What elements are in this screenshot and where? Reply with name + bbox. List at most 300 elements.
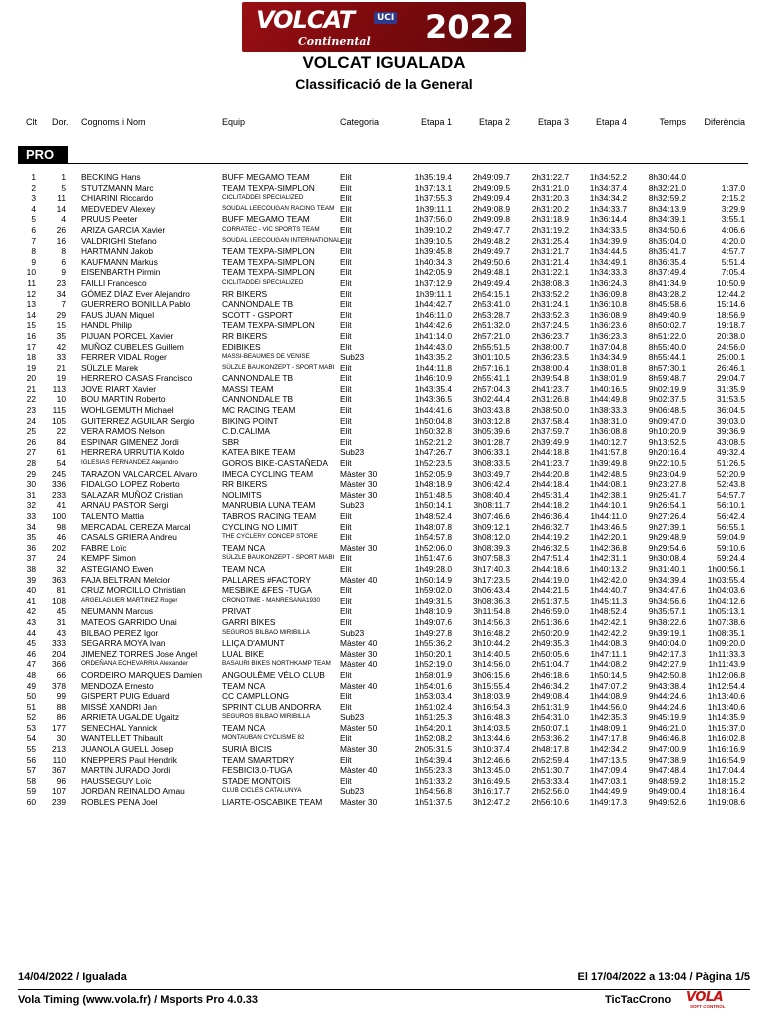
table-row xyxy=(0,691,768,702)
cell-category: Sub23 xyxy=(340,786,365,797)
cell-rider-name: HAUSSEGUY Loïc xyxy=(81,775,152,786)
cell-total-time: 9h23:27.8 xyxy=(648,479,686,490)
cell-bib: 66 xyxy=(56,669,66,680)
cell-team: TEAM TEXPA-SIMPLON xyxy=(222,182,315,193)
cell-stage-3-time: 2h36:23.7 xyxy=(531,330,569,341)
table-row xyxy=(0,744,768,755)
cell-bib: 113 xyxy=(52,383,66,394)
cell-category: Elit xyxy=(340,616,352,627)
cell-stage-2-time: 3h08:33.5 xyxy=(472,458,510,469)
cell-time-gap: 43:08.5 xyxy=(717,436,745,447)
cell-category: Elit xyxy=(340,426,352,437)
cell-category: Elit xyxy=(340,309,352,320)
cell-stage-2-time: 2h49:50.6 xyxy=(472,256,510,267)
cell-bib: 233 xyxy=(52,489,66,500)
cell-stage-3-time: 2h46:32.5 xyxy=(531,542,569,553)
table-row xyxy=(0,257,768,268)
table-row xyxy=(0,363,768,374)
cell-stage-1-time: 1h52:23.5 xyxy=(414,458,452,469)
cell-time-gap: 3:29.9 xyxy=(721,203,745,214)
volcat-logo xyxy=(242,2,526,52)
cell-stage-3-time: 2h48:17.8 xyxy=(531,744,569,755)
cell-total-time: 8h34:13.9 xyxy=(648,203,686,214)
cell-team: MONTAUBAN CYCLISME 82 xyxy=(222,734,305,742)
cell-bib: 5 xyxy=(61,182,66,193)
cell-team: BUFF MEGAMO TEAM xyxy=(222,172,310,182)
table-row xyxy=(0,553,768,564)
cell-stage-2-time: 2h49:09.8 xyxy=(472,214,510,225)
cell-rank: 32 xyxy=(26,500,36,511)
table-row xyxy=(0,214,768,225)
cell-bib: 204 xyxy=(52,648,66,659)
cell-stage-3-time: 2h54:31.0 xyxy=(531,712,569,723)
cell-rank: 55 xyxy=(26,744,36,755)
cell-stage-4-time: 1h36:10.8 xyxy=(589,299,627,310)
cell-stage-3-time: 2h56:10.6 xyxy=(531,797,569,808)
cell-time-gap: 51:26.5 xyxy=(717,458,745,469)
table-row xyxy=(0,331,768,342)
cell-bib: 107 xyxy=(52,786,66,797)
cell-stage-2-time: 3h08:36.3 xyxy=(472,595,510,606)
cell-stage-1-time: 1h37:56.0 xyxy=(414,214,452,225)
cell-total-time: 8h49:40.9 xyxy=(648,309,686,320)
cell-bib: 213 xyxy=(52,744,66,755)
cell-stage-3-time: 2h38:00.4 xyxy=(531,362,569,373)
cell-rank: 35 xyxy=(26,532,36,543)
cell-stage-1-time: 1h44:42.7 xyxy=(414,299,452,310)
cell-stage-1-time: 1h55:23.3 xyxy=(414,765,452,776)
cell-stage-3-time: 2h51:04.7 xyxy=(531,659,569,670)
table-row xyxy=(0,723,768,734)
cell-total-time: 9h43:38.4 xyxy=(648,680,686,691)
table-row xyxy=(0,776,768,787)
footer-date: 14/04/2022 / Igualada xyxy=(18,971,127,983)
cell-category: Elit xyxy=(340,256,352,267)
cell-total-time: 9h48:59.2 xyxy=(648,775,686,786)
cell-category: Elit xyxy=(340,563,352,574)
cell-rank: 3 xyxy=(31,193,36,204)
cell-time-gap: 1h13:40.6 xyxy=(707,701,745,712)
cell-stage-3-time: 2h31:18.9 xyxy=(531,214,569,225)
cell-stage-4-time: 1h44:08.1 xyxy=(589,479,627,490)
cell-team: CORRATEC - VIC SPORTS TEAM xyxy=(222,225,320,233)
cell-category: Elit xyxy=(340,511,352,521)
cell-total-time: 9h29:54.6 xyxy=(648,542,686,553)
cell-team: MASSI TEAM xyxy=(222,383,274,394)
cell-team: PALLARES #FACTORY xyxy=(222,574,311,585)
cell-category: Elit xyxy=(340,405,352,416)
cell-stage-3-time: 2h50:05.6 xyxy=(531,648,569,659)
cell-time-gap: 1h16:16.9 xyxy=(707,744,745,755)
cell-time-gap: 26:46.1 xyxy=(717,362,745,373)
cell-bib: 105 xyxy=(52,415,66,426)
cell-stage-2-time: 3h14:03.5 xyxy=(472,722,510,733)
cell-stage-3-time: 2h44:21.5 xyxy=(531,585,569,596)
cell-stage-1-time: 1h51:47.6 xyxy=(414,553,452,564)
cell-stage-2-time: 3h08:11.7 xyxy=(473,500,510,511)
cell-team: MANRUBIA LUNA TEAM xyxy=(222,500,316,511)
cell-team: NOLIMITS xyxy=(222,489,262,500)
cell-bib: 99 xyxy=(56,691,66,702)
cell-rider-name: CHIARINI Riccardo xyxy=(81,193,154,204)
header-stage-4: Etapa 4 xyxy=(595,117,627,127)
cell-category: Elit xyxy=(340,754,352,765)
cell-rider-name: TALENTO Mattia xyxy=(81,511,144,521)
cell-bib: 100 xyxy=(52,511,66,521)
cell-stage-3-time: 2h53:36.2 xyxy=(531,733,569,744)
header-stage-1: Etapa 1 xyxy=(420,117,452,127)
cell-category: Elit xyxy=(340,701,352,712)
cell-rank: 42 xyxy=(26,606,36,617)
table-row xyxy=(0,342,768,353)
cell-rider-name: PRUUS Peeter xyxy=(81,214,138,225)
cell-stage-4-time: 1h44:08.2 xyxy=(589,659,627,670)
cell-category: Màster 30 xyxy=(340,744,378,755)
cell-bib: 336 xyxy=(52,479,66,490)
cell-stage-4-time: 1h34:34.9 xyxy=(589,352,627,363)
table-row xyxy=(0,172,768,183)
cell-category: Elit xyxy=(340,669,352,680)
cell-team: STADE MONTOIS xyxy=(222,775,291,786)
cell-stage-3-time: 2h31:20.2 xyxy=(531,203,569,214)
cell-stage-1-time: 1h49:28.0 xyxy=(414,563,452,574)
cell-stage-1-time: 1h39:45.8 xyxy=(414,246,452,257)
cell-rider-name: HERRERA URRUTIA Koldo xyxy=(81,447,185,458)
cell-category: Elit xyxy=(340,277,352,288)
cell-total-time: 8h55:44.1 xyxy=(648,352,686,363)
cell-stage-4-time: 1h42:38.1 xyxy=(589,489,627,500)
cell-stage-2-time: 3h07:58.3 xyxy=(472,553,510,564)
cell-time-gap: 1h17:04.4 xyxy=(707,765,745,776)
table-row xyxy=(0,617,768,628)
cell-total-time: 8h59:48.7 xyxy=(648,373,686,384)
table-row xyxy=(0,352,768,363)
cell-stage-2-time: 3h14:56.0 xyxy=(472,659,510,670)
cell-category: Sub23 xyxy=(340,627,365,638)
cell-bib: 29 xyxy=(56,309,66,320)
cell-stage-1-time: 1h41:14.0 xyxy=(414,330,452,341)
cell-category: Màster 30 xyxy=(340,542,378,553)
cell-stage-4-time: 1h40:13.2 xyxy=(589,563,627,574)
cell-time-gap: 1h03:55.4 xyxy=(707,574,745,585)
cell-stage-4-time: 1h43:46.5 xyxy=(589,521,627,532)
cell-stage-1-time: 1h52:19.0 xyxy=(414,659,452,670)
table-row xyxy=(0,733,768,744)
cell-stage-1-time: 1h44:42.6 xyxy=(414,320,452,331)
cell-stage-4-time: 1h37:04.8 xyxy=(589,341,627,352)
cell-time-gap: 52:43.8 xyxy=(717,479,745,490)
cell-stage-3-time: 2h46:36.4 xyxy=(531,511,569,521)
cell-total-time: 8h57:30.1 xyxy=(648,362,686,373)
cell-rank: 23 xyxy=(26,405,36,416)
cell-rank: 36 xyxy=(26,542,36,553)
cell-bib: 43 xyxy=(56,627,66,638)
footer-software: Vola Timing (www.vola.fr) / Msports Pro 4.0.33 xyxy=(18,994,259,1006)
cell-rider-name: ARGELAGUER MARTINEZ Roger xyxy=(81,596,178,604)
cell-total-time: 9h22:10.5 xyxy=(648,458,686,469)
cell-stage-3-time: 2h44:18.8 xyxy=(531,447,569,458)
cell-stage-3-time: 2h31:20.3 xyxy=(531,193,569,204)
cell-rider-name: MENDOZA Ernesto xyxy=(81,680,154,691)
cell-stage-4-time: 1h47:13.5 xyxy=(589,754,627,765)
page-title: VOLCAT IGUALADA xyxy=(302,53,466,72)
cell-rank: 45 xyxy=(26,638,36,649)
cell-total-time: 9h02:37.5 xyxy=(648,394,686,405)
cell-category: Elit xyxy=(340,267,352,278)
cell-stage-3-time: 2h49:35.3 xyxy=(531,638,569,649)
cell-team: MC RACING TEAM xyxy=(222,405,296,416)
cell-category: Sub23 xyxy=(340,500,365,511)
cell-team: BASAURI BIKES NORTHKAMP TEAM xyxy=(222,660,331,668)
cell-stage-3-time: 2h44:18.2 xyxy=(531,500,569,511)
cell-rank: 40 xyxy=(26,585,36,596)
table-row xyxy=(0,755,768,766)
cell-rider-name: BILBAO PEREZ Igor xyxy=(81,627,159,638)
cell-time-gap: 7:05.4 xyxy=(721,267,745,278)
cell-team: TEAM TEXPA-SIMPLON xyxy=(222,267,315,278)
cell-category: Elit xyxy=(340,606,352,617)
cell-stage-4-time: 1h36:08.8 xyxy=(589,426,627,437)
cell-category: Elit xyxy=(340,436,352,447)
cell-time-gap: 1h09:20.0 xyxy=(707,638,745,649)
cell-stage-2-time: 2h51:32.0 xyxy=(472,320,510,331)
cell-stage-2-time: 3h01:10.5 xyxy=(472,352,510,363)
cell-stage-2-time: 3h17:40.3 xyxy=(472,563,510,574)
cell-team: KATEA BIKE TEAM xyxy=(222,447,296,458)
cell-category: Sub23 xyxy=(340,712,365,723)
cell-stage-2-time: 2h57:04.3 xyxy=(472,383,510,394)
cell-category: Elit xyxy=(340,383,352,394)
cell-rank: 17 xyxy=(26,341,36,352)
cell-total-time: 9h25:41.7 xyxy=(648,489,686,500)
cell-time-gap: 5:51.4 xyxy=(721,256,745,267)
cell-stage-1-time: 1h39:11.1 xyxy=(415,203,452,214)
logo-brand: VOLCAT xyxy=(256,6,355,34)
cell-team: SÜLZLE BAUKONZEPT - SPORT MABI xyxy=(222,363,335,371)
cell-rank: 38 xyxy=(26,563,36,574)
table-row xyxy=(0,596,768,607)
cell-bib: 177 xyxy=(52,722,66,733)
table-row xyxy=(0,289,768,300)
cell-stage-2-time: 3h13:44.6 xyxy=(472,733,510,744)
cell-stage-3-time: 2h47:51.4 xyxy=(531,553,569,564)
cell-rider-name: MATEOS GARRIDO Unai xyxy=(81,616,177,627)
cell-bib: 26 xyxy=(56,224,66,235)
cell-bib: 34 xyxy=(56,288,66,299)
cell-rank: 46 xyxy=(26,648,36,659)
cell-bib: 42 xyxy=(56,341,66,352)
cell-category: Elit xyxy=(340,532,352,543)
cell-category: Elit xyxy=(340,193,352,204)
cell-time-gap: 1h13:40.6 xyxy=(707,691,745,702)
cell-stage-1-time: 1h55:36.2 xyxy=(414,638,452,649)
cell-rank: 26 xyxy=(26,436,36,447)
cell-stage-4-time: 1h44:40.7 xyxy=(589,585,627,596)
cell-stage-3-time: 2h33:52.3 xyxy=(531,309,569,320)
cell-stage-4-time: 1h34:39.9 xyxy=(589,235,627,246)
cell-stage-4-time: 1h36:08.9 xyxy=(589,309,627,320)
cell-rider-name: WANTELLET Thibault xyxy=(81,733,163,744)
cell-stage-2-time: 3h03:43.8 xyxy=(472,405,510,416)
cell-stage-3-time: 2h38:08.3 xyxy=(531,277,569,288)
cell-total-time: 9h34:39.4 xyxy=(648,574,686,585)
cell-time-gap: 1h11:33.3 xyxy=(708,648,745,659)
cell-total-time: 9h42:27.9 xyxy=(648,659,686,670)
cell-category: Elit xyxy=(340,246,352,257)
cell-total-time: 9h45:19.9 xyxy=(648,712,686,723)
cell-time-gap: 39:03.0 xyxy=(717,415,745,426)
cell-category: Elit xyxy=(340,394,352,405)
cell-time-gap: 31:53.5 xyxy=(717,394,745,405)
cell-stage-3-time: 2h46:34.2 xyxy=(531,680,569,691)
cell-stage-4-time: 1h42:42.2 xyxy=(589,627,627,638)
cell-category: Elit xyxy=(340,458,352,469)
cell-team: ANGOULÊME VÉLO CLUB xyxy=(222,669,325,680)
table-row xyxy=(0,511,768,522)
table-row xyxy=(0,225,768,236)
cell-total-time: 9h47:48.4 xyxy=(648,765,686,776)
cell-stage-3-time: 2h44:18.6 xyxy=(531,563,569,574)
cell-bib: 84 xyxy=(56,436,66,447)
table-row xyxy=(0,447,768,458)
cell-stage-2-time: 3h06:43.4 xyxy=(472,585,510,596)
cell-bib: 245 xyxy=(52,468,66,479)
cell-bib: 4 xyxy=(61,214,66,225)
cell-total-time: 8h41:34.9 xyxy=(648,277,686,288)
cell-stage-1-time: 1h52:05.9 xyxy=(414,468,452,479)
cell-stage-4-time: 1h36:24.3 xyxy=(589,277,627,288)
cell-rank: 4 xyxy=(31,203,36,214)
cell-rider-name: NEUMANN Marcus xyxy=(81,606,154,617)
cell-total-time: 9h49:00.4 xyxy=(648,786,686,797)
cell-team: TEAM NCA xyxy=(222,542,266,553)
cell-team: SOUDAL LEECOUGAN RACING TEAM xyxy=(222,204,335,212)
cell-total-time: 9h47:38.9 xyxy=(648,754,686,765)
cell-category: Màster 50 xyxy=(340,722,378,733)
cell-team: TEAM NCA xyxy=(222,722,266,733)
cell-stage-1-time: 1h48:18.9 xyxy=(414,479,452,490)
cell-stage-1-time: 1h37:13.1 xyxy=(414,182,452,193)
cell-team: MASSI-BEAUMES DE VENISE xyxy=(222,353,310,361)
cell-stage-4-time: 1h38:33.3 xyxy=(589,405,627,416)
cell-rider-name: JOVE RIART Xavier xyxy=(81,383,157,394)
cell-rank: 59 xyxy=(26,786,36,797)
cell-stage-2-time: 2h49:48.2 xyxy=(472,235,510,246)
cell-category: Elit xyxy=(340,362,352,373)
cell-category: Màster 40 xyxy=(340,765,378,776)
table-row xyxy=(0,490,768,501)
cell-team: TEAM TEXPA-SIMPLON xyxy=(222,320,315,331)
cell-rank: 13 xyxy=(26,299,36,310)
cell-bib: 88 xyxy=(56,701,66,712)
cell-time-gap: 24:56.0 xyxy=(717,341,745,352)
header-clt: Clt xyxy=(26,117,37,127)
cell-stage-2-time: 3h14:40.5 xyxy=(472,648,510,659)
cell-time-gap: 10:50.9 xyxy=(717,277,745,288)
cell-team: C.D.CALIMA xyxy=(222,426,270,437)
cell-time-gap: 1h12:54.4 xyxy=(707,680,745,691)
cell-team: CRONOTIME - MANRESANA1930 xyxy=(222,596,320,604)
cell-rider-name: FAILLI Francesco xyxy=(81,277,147,288)
cell-rank: 53 xyxy=(26,722,36,733)
cell-team: SBR xyxy=(222,436,240,447)
cell-stage-3-time: 2h31:25.4 xyxy=(531,235,569,246)
cell-stage-4-time: 1h38:31.0 xyxy=(589,415,627,426)
cell-category: Elit xyxy=(340,288,352,299)
cell-stage-3-time: 2h44:19.0 xyxy=(531,574,569,585)
cell-rider-name: ORDEÑANA ECHEVARRIA Alexander xyxy=(81,660,188,668)
table-row xyxy=(0,193,768,204)
cell-stage-3-time: 2h45:31.4 xyxy=(531,489,569,500)
cell-team: SCOTT - GSPORT xyxy=(222,309,293,320)
cell-rider-name: PIJUAN PORCEL Xavier xyxy=(81,330,174,341)
table-row xyxy=(0,765,768,776)
cell-category: Elit xyxy=(340,373,352,384)
cell-stage-2-time: 3h14:56.3 xyxy=(472,616,510,627)
cell-rank: 6 xyxy=(31,224,36,235)
cell-time-gap: 59:24.4 xyxy=(717,553,745,564)
cell-stage-1-time: 1h51:33.2 xyxy=(414,775,452,786)
cell-rider-name: FERRER VIDAL Roger xyxy=(81,352,167,363)
cell-bib: 24 xyxy=(56,553,66,564)
logo-year: 2022 xyxy=(424,8,514,46)
cell-stage-3-time: 2h31:26.8 xyxy=(531,394,569,405)
cell-team: LUAL BIKE xyxy=(222,648,265,659)
cell-rider-name: EISENBARTH Pirmin xyxy=(81,267,161,278)
cell-rider-name: WOHLGEMUTH Michael xyxy=(81,405,174,416)
cell-bib: 19 xyxy=(56,373,66,384)
cell-stage-1-time: 1h50:32.8 xyxy=(414,426,452,437)
cell-category: Màster 40 xyxy=(340,638,378,649)
cell-total-time: 9h31:40.1 xyxy=(648,563,686,574)
cell-stage-4-time: 1h34:34.2 xyxy=(589,193,627,204)
cell-bib: 61 xyxy=(56,447,66,458)
cell-stage-4-time: 1h50:14.5 xyxy=(589,669,627,680)
cell-bib: 378 xyxy=(52,680,66,691)
cell-bib: 202 xyxy=(52,542,66,553)
cell-stage-2-time: 3h16:49.5 xyxy=(472,775,510,786)
cell-total-time: 8h43:28.2 xyxy=(648,288,686,299)
cell-rank: 28 xyxy=(26,458,36,469)
cell-stage-4-time: 1h42:42.0 xyxy=(589,574,627,585)
cell-rider-name: MUÑOZ CUBELES Guillem xyxy=(81,341,184,352)
cell-category: Elit xyxy=(340,214,352,225)
cell-stage-1-time: 1h48:52.4 xyxy=(414,511,452,521)
cell-time-gap: 18:56.9 xyxy=(717,309,745,320)
cell-bib: 22 xyxy=(56,426,66,437)
cell-rider-name: FAJA BELTRAN Melcior xyxy=(81,574,171,585)
cell-stage-2-time: 3h16:48.3 xyxy=(472,712,510,723)
cell-stage-1-time: 1h52:21.2 xyxy=(414,436,452,447)
cell-total-time: 9h27:26.4 xyxy=(648,511,686,521)
table-row xyxy=(0,564,768,575)
table-row xyxy=(0,500,768,511)
cell-team: IMECA CYCLING TEAM xyxy=(222,468,314,479)
cell-time-gap: 4:20.0 xyxy=(721,235,745,246)
cell-bib: 32 xyxy=(56,563,66,574)
cell-stage-2-time: 3h06:42.4 xyxy=(472,479,510,490)
cell-stage-2-time: 3h02:44.4 xyxy=(472,394,510,405)
cell-stage-3-time: 2h50:07.1 xyxy=(531,722,569,733)
cell-stage-4-time: 1h38:01.8 xyxy=(589,362,627,373)
cell-stage-3-time: 2h51:30.7 xyxy=(531,765,569,776)
cell-stage-1-time: 1h53:03.4 xyxy=(414,691,452,702)
cell-category: Elit xyxy=(340,595,352,606)
cell-rider-name: FAUS JUAN Miquel xyxy=(81,309,155,320)
cell-stage-1-time: 1h50:20.1 xyxy=(414,648,452,659)
cell-stage-3-time: 2h51:37.5 xyxy=(531,595,569,606)
cell-stage-1-time: 1h52:06.0 xyxy=(414,542,452,553)
